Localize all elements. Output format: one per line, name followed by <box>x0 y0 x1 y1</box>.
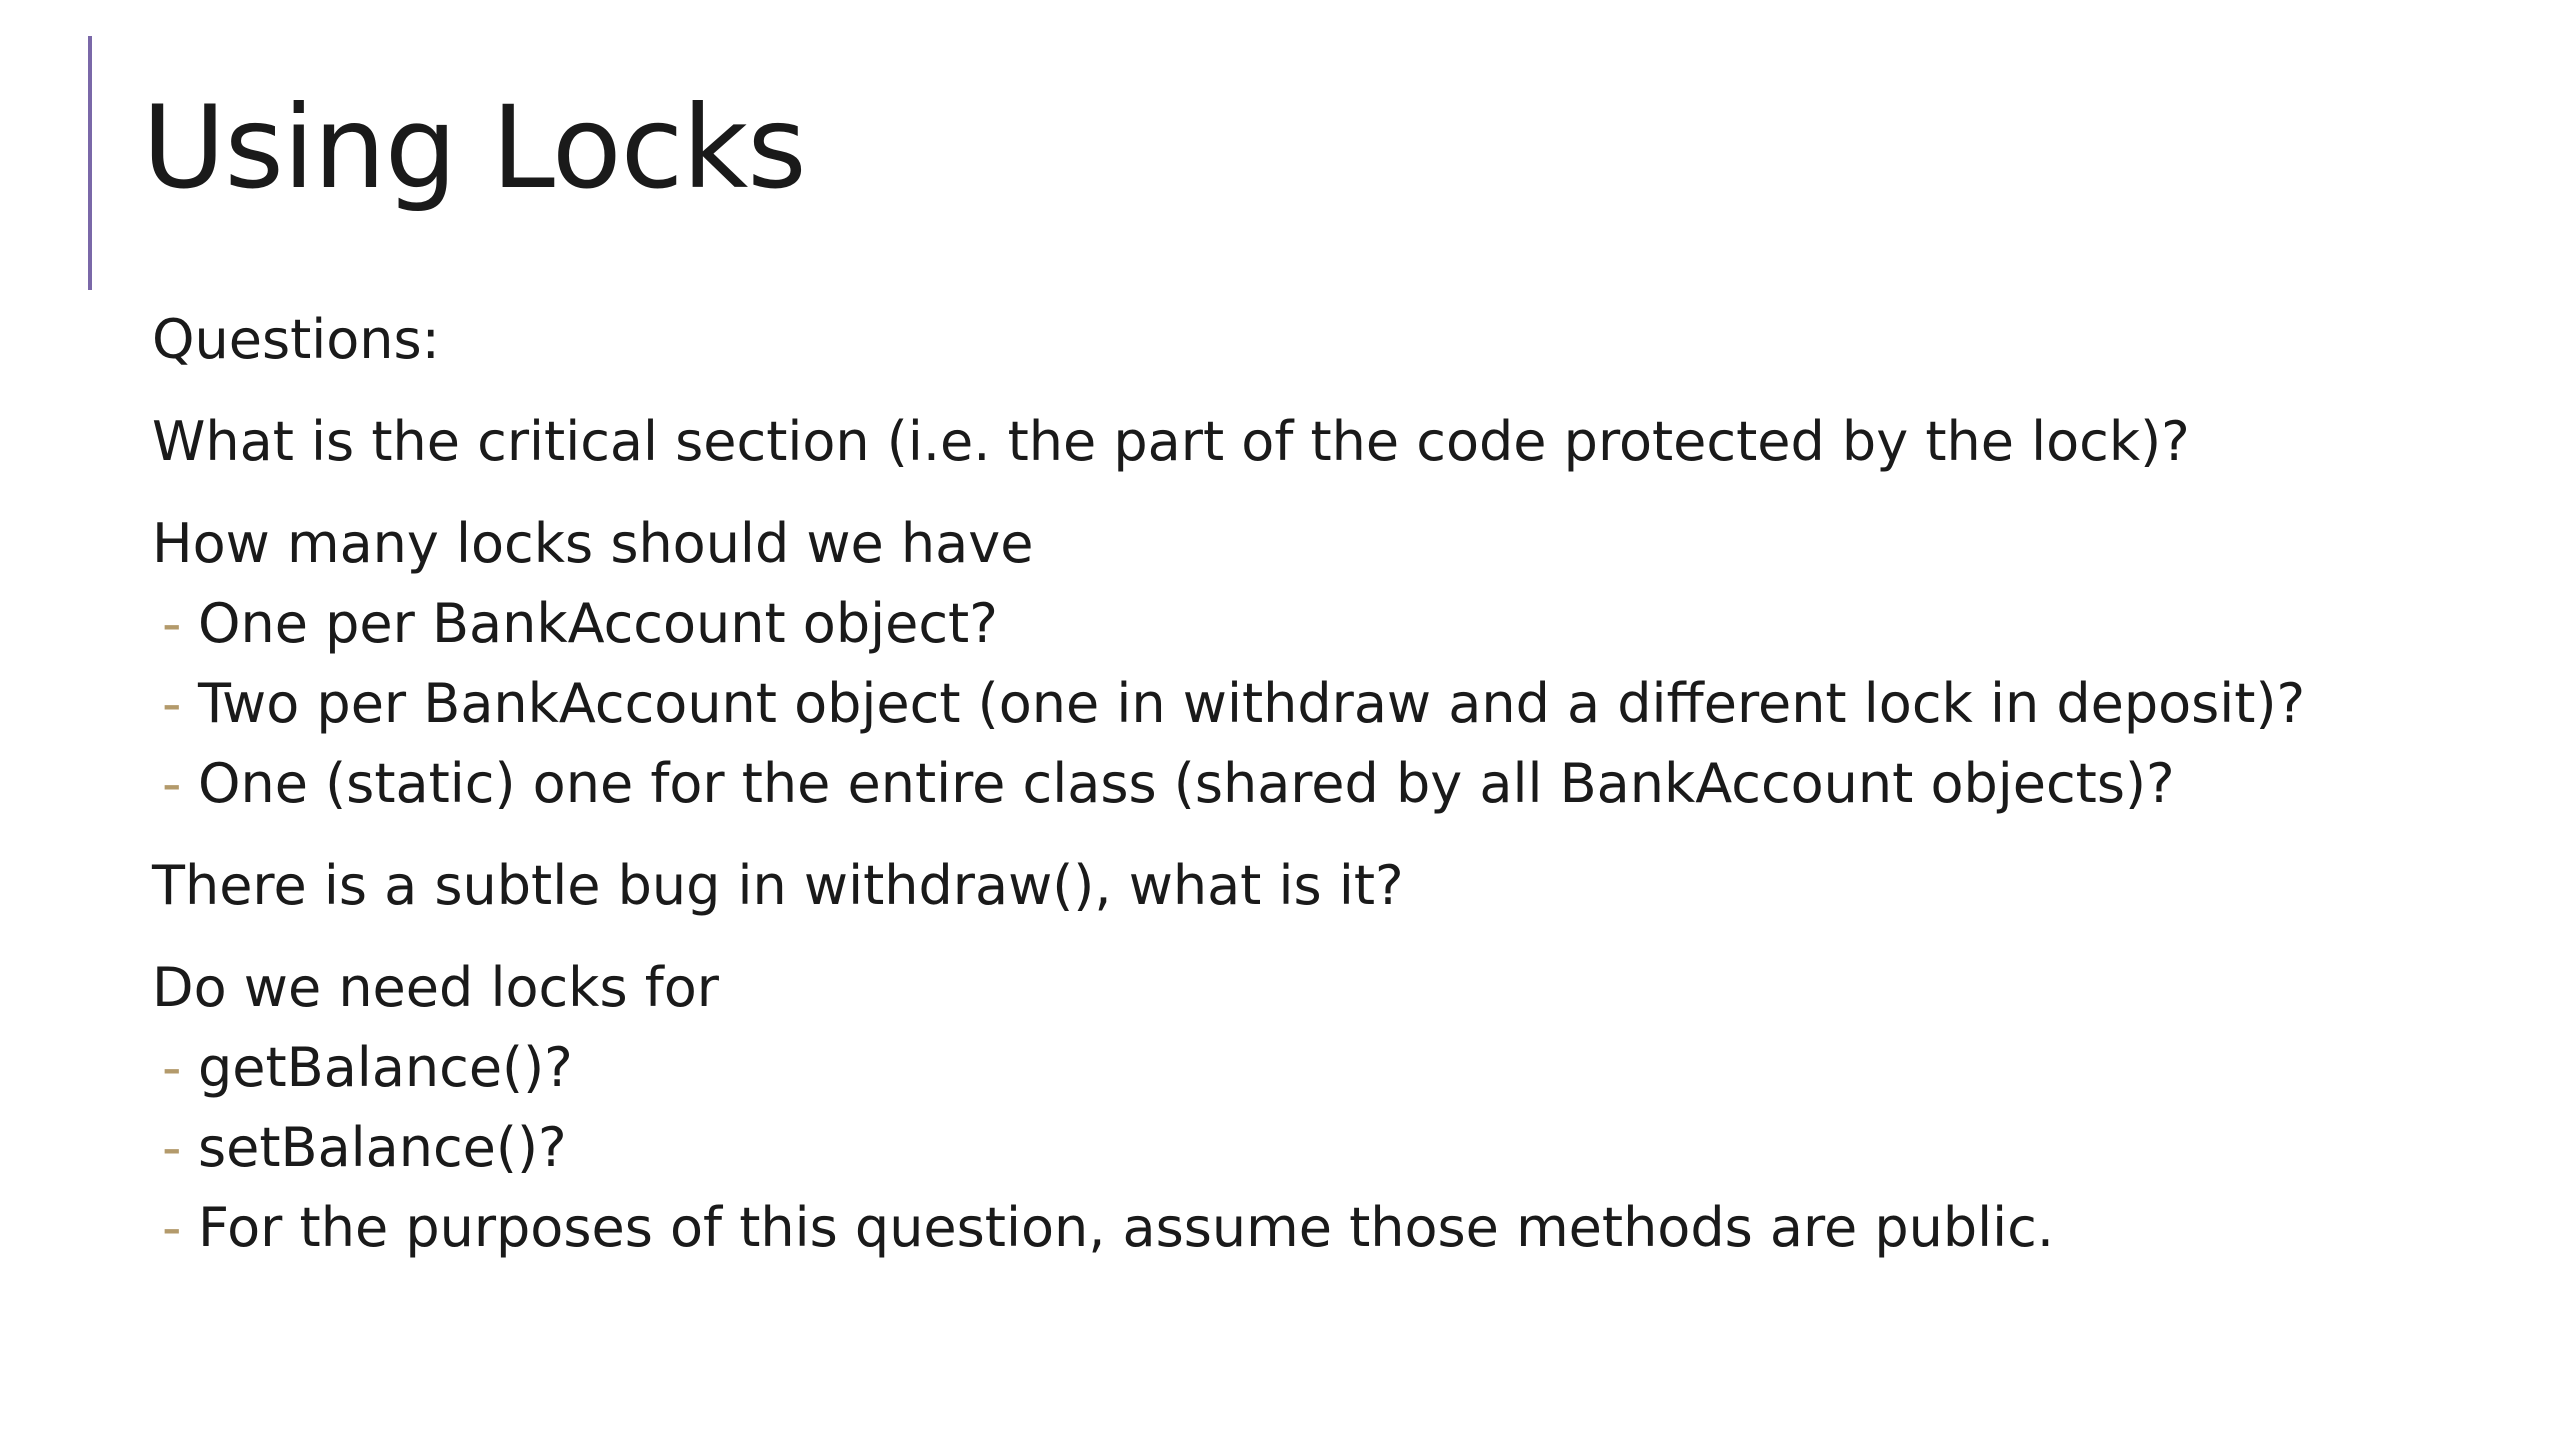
questions-label: Questions: <box>152 308 440 371</box>
question-need-locks: Do we need locks for <box>152 956 719 1019</box>
question-how-many-locks: How many locks should we have <box>152 512 1034 575</box>
sub-bullet-text: One (static) one for the entire class (shared by all BankAccount objects)? <box>198 752 2175 815</box>
title-accent-bar <box>88 36 92 290</box>
sub-bullet <box>152 1108 2492 1188</box>
sub-bullet <box>152 664 2492 744</box>
slide-body <box>152 300 2492 1268</box>
sub-bullet-text: For the purposes of this question, assume those methods are public. <box>198 1196 2055 1259</box>
question-critical-section: What is the critical section (i.e. the part of the code protected by the lock)? <box>152 410 2190 473</box>
sub-bullet <box>152 744 2492 824</box>
dash-bullet-icon: - <box>162 592 182 655</box>
dash-bullet-icon: - <box>162 1116 182 1179</box>
sub-bullet <box>152 1188 2492 1268</box>
sub-bullet-text: One per BankAccount object? <box>198 592 998 655</box>
dash-bullet-icon: - <box>162 1036 182 1099</box>
question-subtle-bug: There is a subtle bug in withdraw(), what is it? <box>152 854 1404 917</box>
sub-bullet-text: Two per BankAccount object (one in withdraw and a different lock in deposit)? <box>198 672 2306 735</box>
sub-bullet <box>152 584 2492 664</box>
sub-bullet-text: getBalance()? <box>198 1036 573 1099</box>
sub-bullet <box>152 1028 2492 1108</box>
dash-bullet-icon: - <box>162 1196 182 1259</box>
slide-title: Using Locks <box>142 81 806 214</box>
dash-bullet-icon: - <box>162 672 182 735</box>
sub-bullet-text: setBalance()? <box>198 1116 567 1179</box>
dash-bullet-icon: - <box>162 752 182 815</box>
